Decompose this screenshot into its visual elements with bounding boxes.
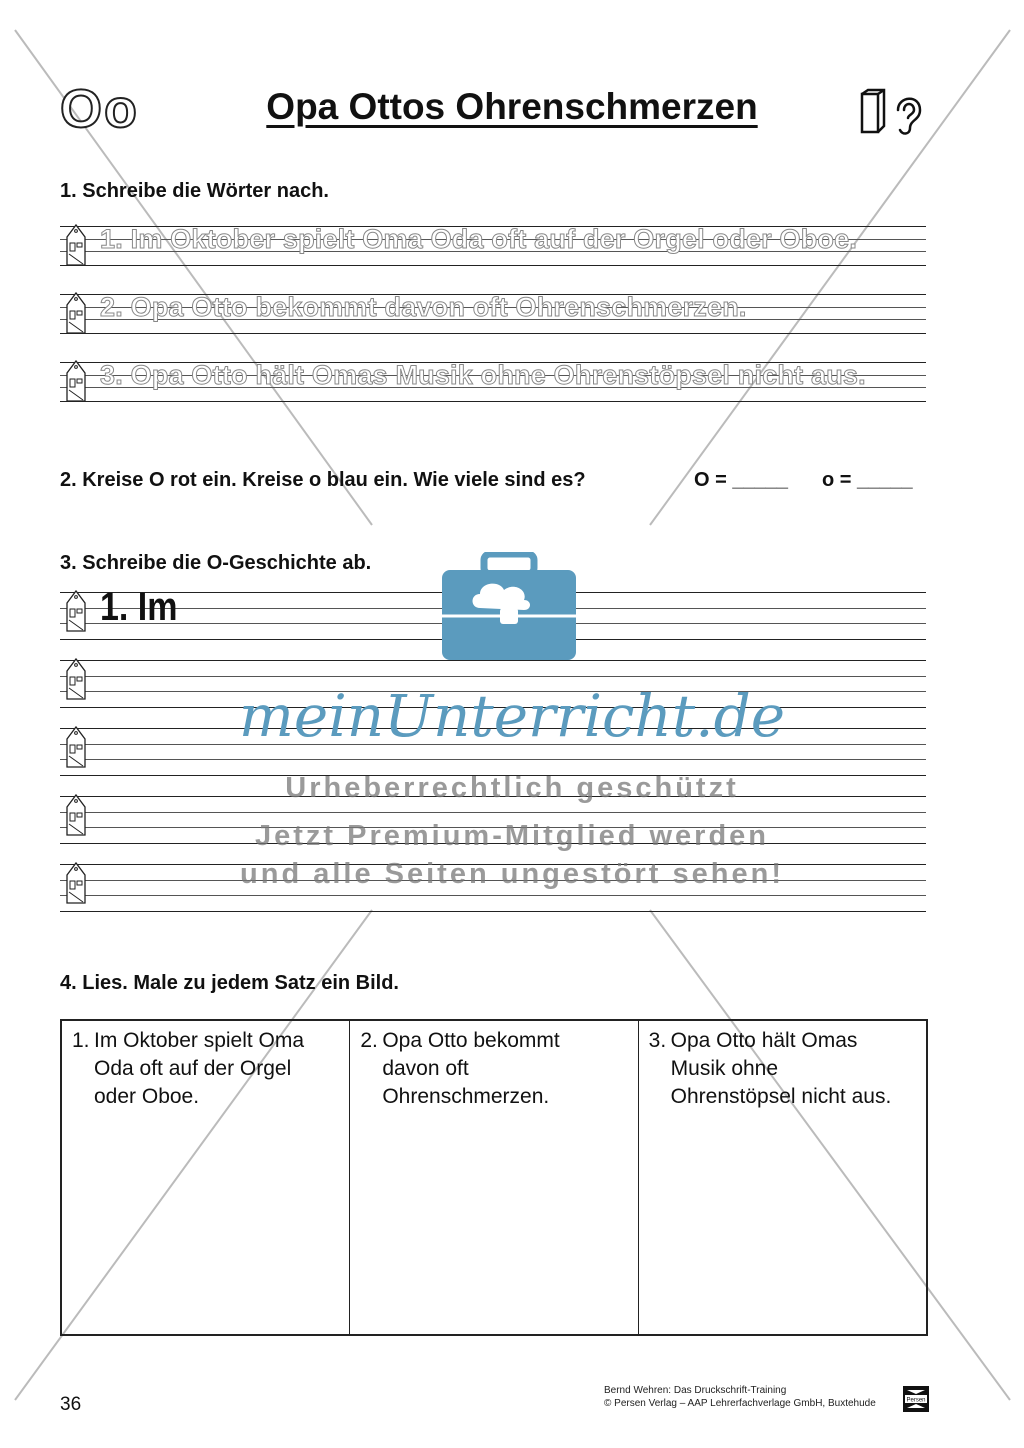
house-icon: [65, 357, 87, 403]
drawing-cell-2[interactable]: [350, 1021, 638, 1334]
watermark-brand: meinUnterricht.de: [238, 682, 786, 750]
trace-sentence-2: 2. Opa Otto bekommt davon oft Ohrenschmerzen.: [100, 292, 747, 322]
cell-number: 2.: [360, 1029, 378, 1052]
cell-number: 1.: [72, 1029, 90, 1052]
cell-sentence: Im Oktober spielt Oma Oda oft auf der Orgel oder Oboe.: [94, 1029, 305, 1108]
publisher-name: Persen: [906, 1397, 926, 1404]
task1-heading: 1. Schreibe die Wörter nach.: [60, 180, 329, 202]
credits: [604, 1384, 876, 1410]
watermark-copyright: Urheberrechtlich geschützt: [285, 772, 739, 804]
task4-heading: 4. Lies. Male zu jedem Satz ein Bild.: [60, 972, 399, 994]
page-title-text: Opa Ottos Ohrenschmerzen: [266, 86, 758, 127]
page-number: 36: [60, 1394, 82, 1415]
task3-heading: 3. Schreibe die O-Geschichte ab.: [60, 552, 372, 574]
letter-badge: Oo: [60, 79, 139, 139]
writing-line[interactable]: [60, 362, 926, 402]
drawing-cell-1[interactable]: [62, 1021, 350, 1334]
watermark-unlock: und alle Seiten ungestört sehen!: [240, 858, 784, 890]
house-icon: [65, 221, 87, 267]
task2-heading: 2. Kreise O rot ein. Kreise o blau ein. Wie viele sind es?: [60, 469, 586, 491]
credit-line-1: Bernd Wehren: Das Druckschrift-Training: [604, 1385, 787, 1396]
trace-sentence-3: 3. Opa Otto hält Omas Musik ohne Ohrenstöpsel nicht aus.: [100, 360, 866, 390]
header-icons: [858, 88, 928, 136]
book-icon: [862, 90, 884, 132]
model-text: 1. Im: [100, 585, 178, 629]
upper-o-count[interactable]: O = _____: [694, 469, 788, 491]
drawing-table: [60, 1019, 928, 1336]
briefcase-icon: [440, 552, 578, 662]
cell-number: 3.: [648, 1029, 667, 1052]
ear-icon: [898, 99, 920, 134]
house-icon: [65, 289, 87, 335]
cell-sentence: Opa Otto hält Omas Musik ohne Ohrenstöpsel nicht aus.: [670, 1029, 892, 1108]
credit-line-2: © Persen Verlag – AAP Lehrerfachverlage GmbH, Buxtehude: [604, 1398, 876, 1409]
lower-o-count[interactable]: o = _____: [822, 469, 913, 491]
writing-line[interactable]: [60, 294, 926, 334]
trace-sentence-1: 1. Im Oktober spielt Oma Oda oft auf der Orgel oder Oboe.: [100, 224, 858, 254]
publisher-logo: [903, 1386, 929, 1412]
house-icon: [65, 587, 87, 633]
watermark-premium: Jetzt Premium-Mitglied werden: [254, 820, 769, 852]
writing-line[interactable]: [60, 226, 926, 266]
drawing-cell-3[interactable]: [639, 1021, 926, 1334]
cell-sentence: Opa Otto bekommt davon oft Ohrenschmerzen.: [382, 1029, 560, 1108]
